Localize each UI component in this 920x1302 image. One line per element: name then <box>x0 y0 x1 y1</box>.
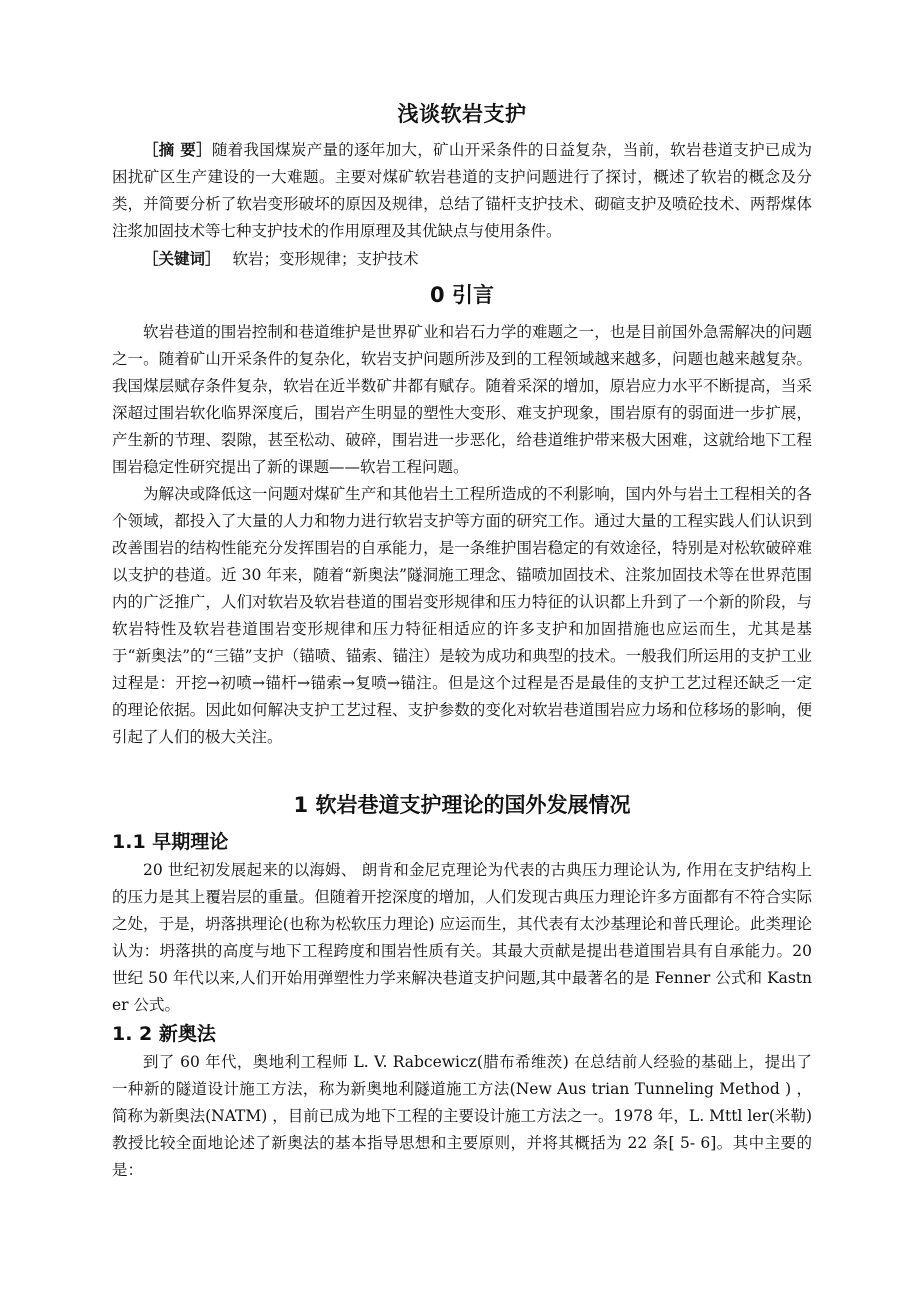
abstract-text: 随着我国煤炭产量的逐年加大，矿山开采条件的日益复杂，当前，软岩巷道支护已成为困扰矿区生产建设的一大难题。主要对煤矿软岩巷道的支护问题进行了探讨，概述了软岩的概念及分类，并简要分析了软岩变形破坏的原因及规律，总结了锚杆支护技术、砌碹支护及喷砼技术、两帮煤体注浆加固技术等七种支护技术的作用原理及其优缺点与使用条件。 <box>112 141 812 240</box>
keywords-line <box>112 245 812 273</box>
section-0-paragraph-1: 软岩巷道的围岩控制和巷道维护是世界矿业和岩石力学的难题之一，也是目前国外急需解决的问题之一。随着矿山开采条件的复杂化，软岩支护问题所涉及到的工程领域越来越多，问题也越来越复杂。我国煤层赋存条件复杂，软岩在近半数矿井都有赋存。随着采深的增加，原岩应力水平不断提高，当采深超过围岩软化临界深度后，围岩产生明显的塑性大变形、难支护现象，围岩原有的弱面进一步扩展，产生新的节理、裂隙，甚至松动、破碎，围岩进一步恶化，给巷道维护带来极大困难，这就给地下工程围岩稳定性研究提出了新的课题——软岩工程问题。 <box>112 323 812 476</box>
section-0-heading: 0 引言 <box>430 283 494 307</box>
subsection-1-2-heading: 1. 2 新奥法 <box>112 1023 216 1045</box>
subsection-1-1-heading: 1.1 早期理论 <box>112 831 229 853</box>
document-page <box>112 96 812 1184</box>
keywords-text: 软岩；变形规律；支护技术 <box>232 250 419 268</box>
subsection-1-2-paragraph: 到了 60 年代，奥地利工程师 L. V. Rabcewicz(腊布希维茨) 在总结前人经验的基础上，提出了一种新的隧道设计施工方法，称为新奥地利隧道施工方法(New Aus trian Tunneling Method ) ，简称为新奥法(NATM) ，目前已成为地下工程的主要设计施工方法之一。1978 年，L. Mttl ler(米勒)教授比较全面地论述了新奥法的基本指导思想和主要原则，并将其概括为 22 条[ 5- 6]。其中主要的是： <box>112 1053 812 1179</box>
abstract-paragraph <box>112 136 812 245</box>
abstract-tag: ［摘 要］ <box>143 140 212 159</box>
document-title: 浅谈软岩支护 <box>397 102 527 126</box>
subsection-1-1-paragraph: 20 世纪初发展起来的以海姆、 朗肯和金尼克理论为代表的古典压力理论认为, 作用在支护结构上的压力是其上覆岩层的重量。但随着开挖深度的增加，人们发现古典压力理论许多方面都有不符合实际之处，于是，坍落拱理论(也称为松软压力理论) 应运而生，其代表有太沙基理论和普氏理论。此类理论认为：坍落拱的高度与地下工程跨度和围岩性质有关。其最大贡献是提出巷道围岩具有自承能力。20 世纪 50 年代以来,人们开始用弹塑性力学来解决巷道支护问题,其中最著名的是 Fenner 公式和 Kastner 公式。 <box>112 861 812 1014</box>
section-1-heading: 1 软岩巷道支护理论的国外发展情况 <box>293 793 631 817</box>
keywords-tag: ［关键词］ <box>143 249 221 268</box>
section-0-paragraph-2: 为解决或降低这一问题对煤矿生产和其他岩土工程所造成的不利影响，国内外与岩土工程相关的各个领域，都投入了大量的人力和物力进行软岩支护等方面的研究工作。通过大量的工程实践人们认识到改善围岩的结构性能充分发挥围岩的自承能力，是一条维护围岩稳定的有效途径，特别是对松软破碎难以支护的巷道。近 30 年来，随着“新奥法”隧洞施工理念、锚喷加固技术、注浆加固技术等在世界范围内的广泛推广，人们对软岩及软岩巷道的围岩变形规律和压力特征的认识都上升到了一个新的阶段，与软岩特性及软岩巷道围岩变形规律和压力特征相适应的许多支护和加固措施也应运而生，尤其是基于“新奥法”的“三锚”支护（锚喷、锚索、锚注）是较为成功和典型的技术。一般我们所运用的支护工业过程是：开挖→初喷→锚杆→锚索→复喷→锚注。但是这个过程是否是最佳的支护工艺过程还缺乏一定的理论依据。因此如何解决支护工艺过程、支护参数的变化对软岩巷道围岩应力场和位移场的影响，便引起了人们的极大关注。 <box>112 485 812 746</box>
